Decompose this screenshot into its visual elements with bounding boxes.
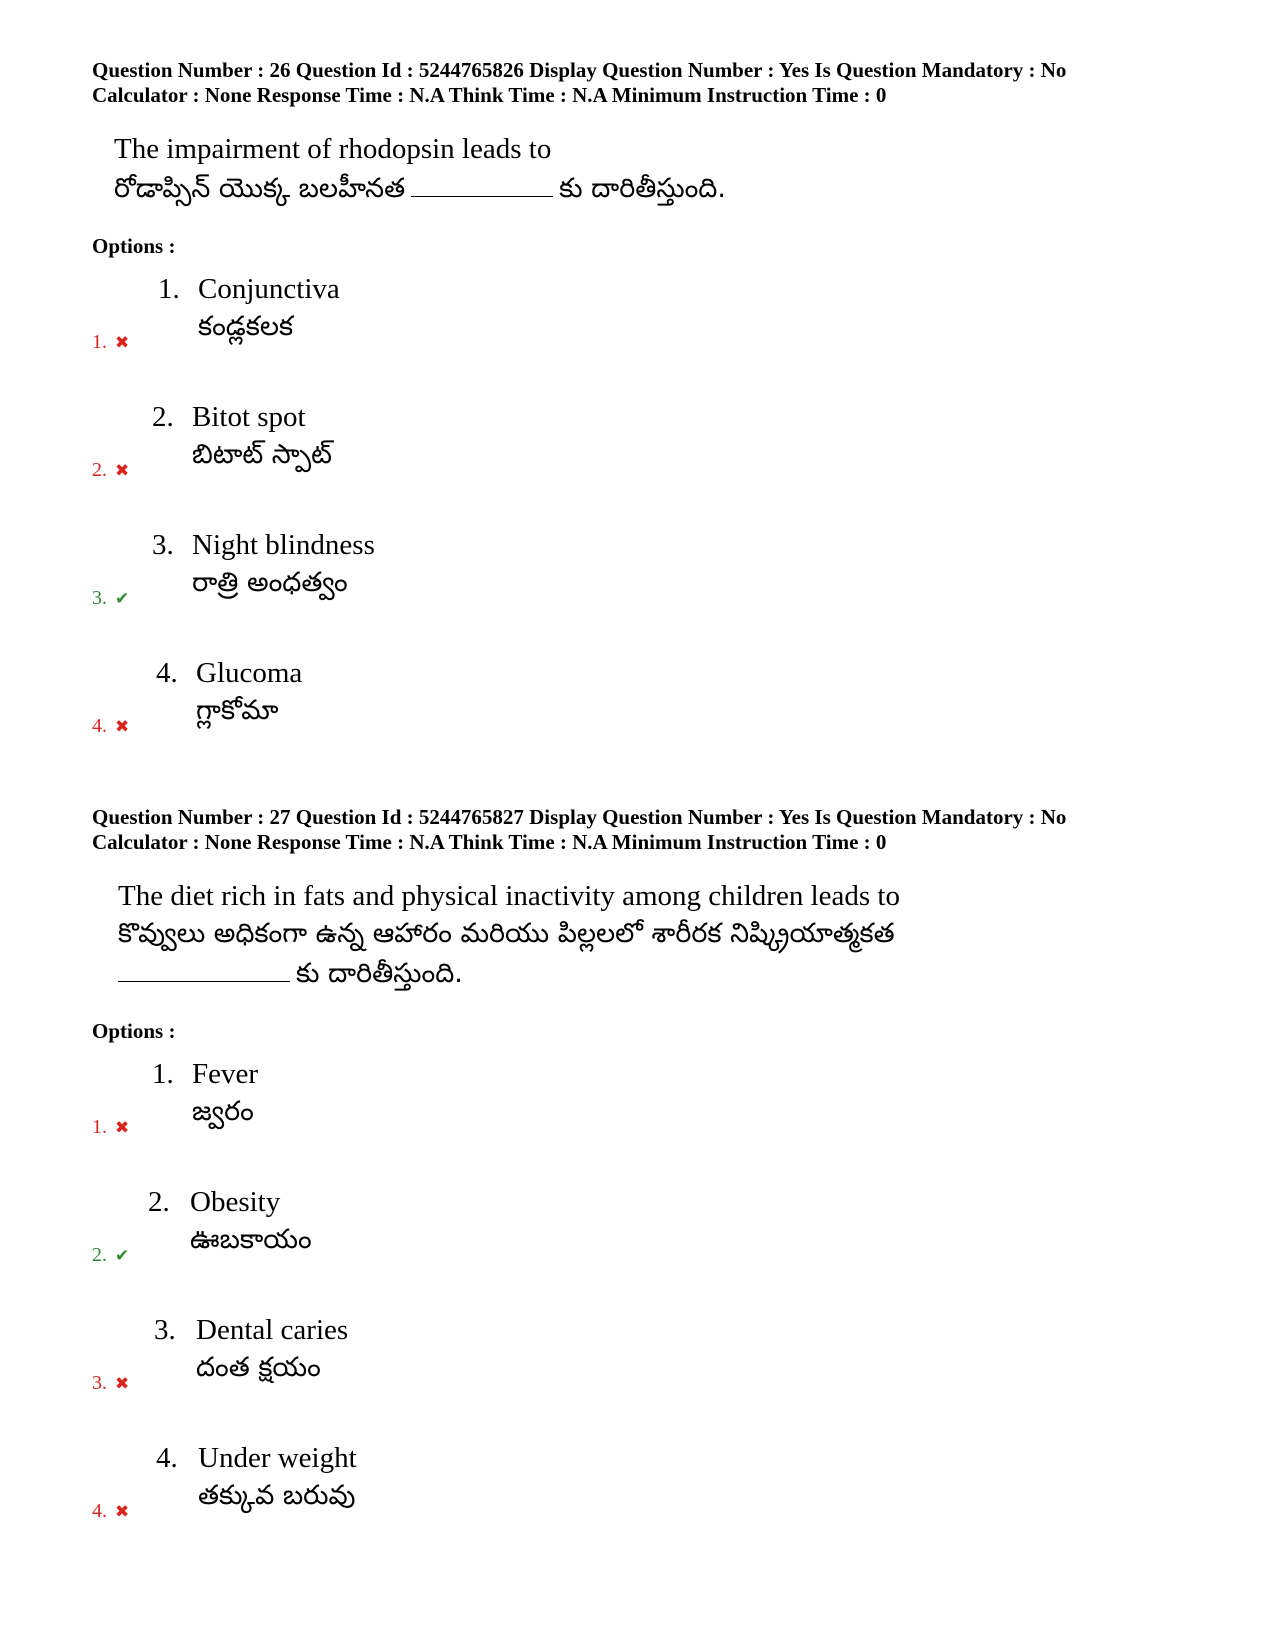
option-number: 2. <box>152 401 174 433</box>
option-marker <box>92 331 129 354</box>
option-3 <box>92 1314 1212 1442</box>
answer-blank <box>118 953 290 982</box>
option-3 <box>92 529 1212 657</box>
option-text-telugu: గ్లాకోమా <box>196 695 279 726</box>
option-marker-number: 1. <box>92 331 107 353</box>
check-icon: ✔ <box>115 589 130 609</box>
option-text-telugu: ఊబకాయం <box>190 1224 312 1255</box>
option-1 <box>92 1058 1212 1186</box>
option-text-english: Dental caries <box>196 1314 349 1346</box>
option-number: 3. <box>152 529 174 561</box>
option-text-telugu: కండ్లకలక <box>198 311 294 342</box>
question-block-27 <box>92 805 1212 1570</box>
question-text-telugu-part2: కు దారితీస్తుంది. <box>296 958 463 989</box>
option-text-telugu: బిటాట్ స్పాట్ <box>192 439 332 470</box>
option-marker-number: 3. <box>92 587 107 609</box>
option-text-telugu: రాత్రి అంధత్వం <box>192 567 348 598</box>
question-text-telugu-part1: రోడాప్సిన్ యొక్క బలహీనత <box>114 173 406 204</box>
option-4 <box>92 1442 1212 1570</box>
check-icon: ✔ <box>115 1246 130 1266</box>
cross-icon: ✖ <box>115 461 130 481</box>
option-marker-number: 2. <box>92 459 107 481</box>
cross-icon: ✖ <box>115 717 130 737</box>
option-text-english: Glucoma <box>196 657 303 689</box>
question-block-26 <box>92 58 1212 785</box>
question-text-telugu-line1: కొవ్వులు అధికంగా ఉన్న ఆహారం మరియు పిల్లలలో శారీరక నిష్క్రియాత్మకత <box>118 918 895 949</box>
option-marker <box>92 587 129 610</box>
option-marker <box>92 1372 129 1395</box>
option-text-english: Under weight <box>198 1442 357 1474</box>
question-meta-line2: Calculator : None Response Time : N.A Think Time : N.A Minimum Instruction Time : 0 <box>92 830 887 854</box>
question-meta-line1: Question Number : 27 Question Id : 5244765827 Display Question Number : Yes Is Question Mandatory : No <box>92 805 1067 829</box>
option-marker-number: 4. <box>92 715 107 737</box>
option-marker <box>92 715 129 738</box>
option-number: 3. <box>154 1314 176 1346</box>
cross-icon: ✖ <box>115 333 130 353</box>
cross-icon: ✖ <box>115 1502 130 1522</box>
question-text-telugu-line2 <box>118 953 1212 993</box>
option-number: 1. <box>158 273 180 305</box>
option-marker-number: 4. <box>92 1500 107 1522</box>
option-text-english: Obesity <box>190 1186 281 1218</box>
option-marker-number: 3. <box>92 1372 107 1394</box>
question-meta <box>92 58 1212 108</box>
option-marker-number: 1. <box>92 1116 107 1138</box>
option-text-telugu: దంత క్షయం <box>196 1352 321 1383</box>
option-text-english: Night blindness <box>192 529 375 561</box>
options-label: Options : <box>92 234 176 258</box>
option-2 <box>92 401 1212 529</box>
question-meta <box>92 805 1212 855</box>
question-text-telugu-part2: కు దారితీస్తుంది. <box>559 173 726 204</box>
option-text-english: Conjunctiva <box>198 273 340 305</box>
question-text-telugu <box>114 168 1212 208</box>
question-text <box>118 877 1212 993</box>
option-marker <box>92 1500 129 1523</box>
question-text <box>114 130 1212 208</box>
option-4 <box>92 657 1212 785</box>
question-text-english: The impairment of rhodopsin leads to <box>114 133 552 165</box>
option-marker-number: 2. <box>92 1244 107 1266</box>
option-text-english: Fever <box>192 1058 259 1090</box>
option-number: 2. <box>148 1186 170 1218</box>
option-text-telugu: జ్వరం <box>192 1096 254 1127</box>
option-marker <box>92 459 129 482</box>
options-label: Options : <box>92 1019 176 1043</box>
question-text-english: The diet rich in fats and physical inactivity among children leads to <box>118 880 900 912</box>
option-number: 4. <box>156 657 178 689</box>
option-marker <box>92 1244 129 1267</box>
option-marker <box>92 1116 129 1139</box>
option-text-english: Bitot spot <box>192 401 306 433</box>
option-number: 1. <box>152 1058 174 1090</box>
option-1 <box>92 273 1212 401</box>
answer-blank <box>411 168 553 197</box>
option-number: 4. <box>156 1442 178 1474</box>
cross-icon: ✖ <box>115 1374 130 1394</box>
option-2 <box>92 1186 1212 1314</box>
question-meta-line2: Calculator : None Response Time : N.A Think Time : N.A Minimum Instruction Time : 0 <box>92 83 887 107</box>
cross-icon: ✖ <box>115 1118 130 1138</box>
question-meta-line1: Question Number : 26 Question Id : 5244765826 Display Question Number : Yes Is Question Mandatory : No <box>92 58 1067 82</box>
option-text-telugu: తక్కువ బరువు <box>198 1480 356 1511</box>
